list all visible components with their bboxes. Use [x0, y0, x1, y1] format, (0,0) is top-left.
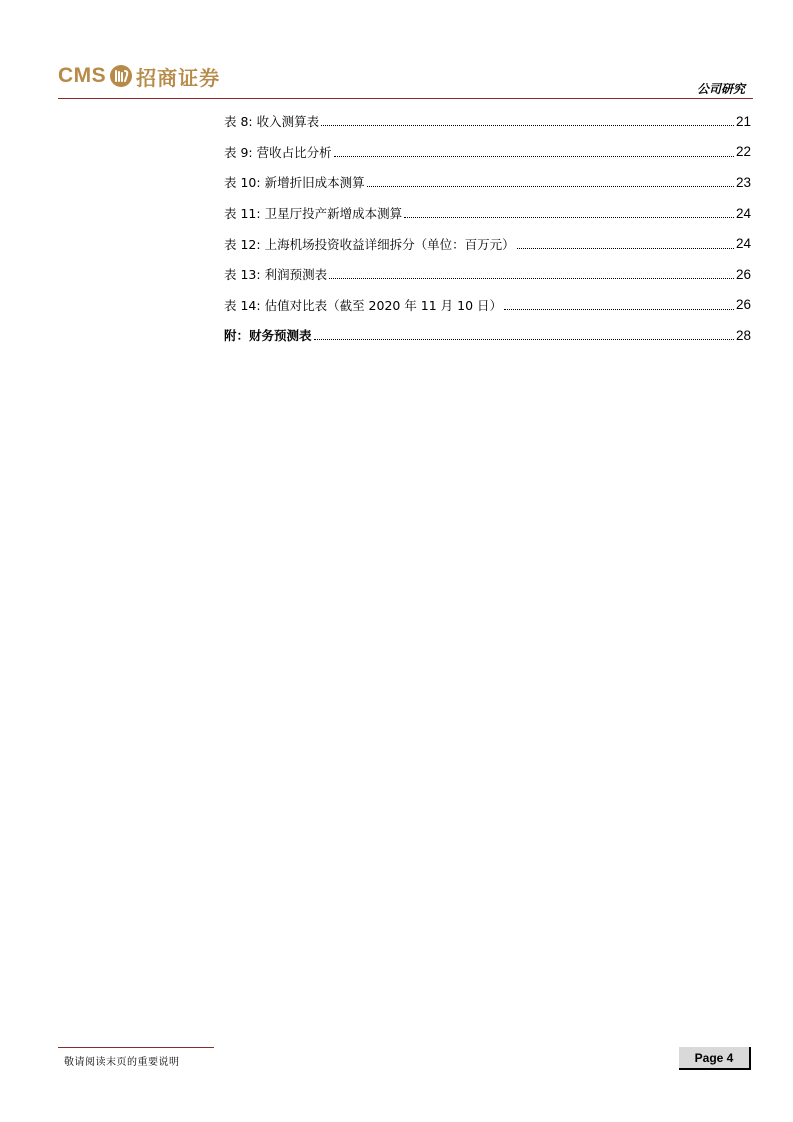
toc-entry[interactable]: [224, 137, 751, 168]
toc-entry-label: 表 8: 收入测算表: [224, 114, 320, 130]
toc-entry-label: 表 13: 利润预测表: [224, 267, 328, 283]
toc-entry[interactable]: [224, 106, 751, 137]
toc-dot-leader: [329, 277, 734, 279]
toc-entry-page: 26: [735, 297, 751, 313]
toc-entry[interactable]: [224, 228, 751, 259]
disclaimer-note: 敬请阅读末页的重要说明: [64, 1057, 180, 1068]
toc-entry[interactable]: [224, 167, 751, 198]
toc-entry-page: 22: [735, 144, 751, 160]
toc-entry-label: 表 14: 估值对比表（截至 2020 年 11 月 10 日）: [224, 297, 503, 313]
toc-dot-leader: [404, 216, 734, 218]
table-of-contents: [224, 106, 751, 351]
toc-dot-leader: [314, 338, 734, 340]
toc-entry-label: 附：财务预测表: [224, 328, 312, 344]
logo-text: CMS: [58, 64, 107, 87]
toc-entry-page: 24: [735, 236, 751, 252]
toc-entry-label: 表 11: 卫星厅投产新增成本测算: [224, 206, 403, 222]
toc-entry-label: 表 12: 上海机场投资收益详细拆分（单位：百万元）: [224, 236, 515, 252]
footer-divider: [58, 1047, 214, 1048]
toc-entry-page: 28: [735, 327, 751, 343]
logo-chinese-name: 招商证券: [136, 65, 221, 90]
toc-dot-leader: [517, 247, 734, 249]
toc-entry[interactable]: [224, 198, 751, 229]
toc-entry-label: 表 9: 营收占比分析: [224, 144, 332, 160]
toc-entry-page: 24: [735, 205, 751, 221]
toc-entry-label: 表 10: 新增折旧成本测算: [224, 175, 365, 191]
toc-entry[interactable]: [224, 290, 751, 321]
header-divider: [58, 98, 753, 99]
toc-entry-page: 23: [735, 174, 751, 190]
logo-mark-icon: [109, 64, 133, 88]
toc-dot-leader: [321, 124, 734, 126]
section-title: 公司研究: [696, 82, 745, 96]
toc-dot-leader: [504, 308, 734, 310]
toc-entry-page: 26: [735, 266, 751, 282]
page-number-badge: Page 4: [679, 1047, 751, 1070]
toc-dot-leader: [367, 185, 734, 187]
toc-dot-leader: [334, 155, 734, 157]
toc-entry[interactable]: [224, 320, 751, 351]
toc-entry[interactable]: [224, 259, 751, 290]
toc-entry-page: 21: [735, 113, 751, 129]
company-logo: [58, 62, 220, 90]
